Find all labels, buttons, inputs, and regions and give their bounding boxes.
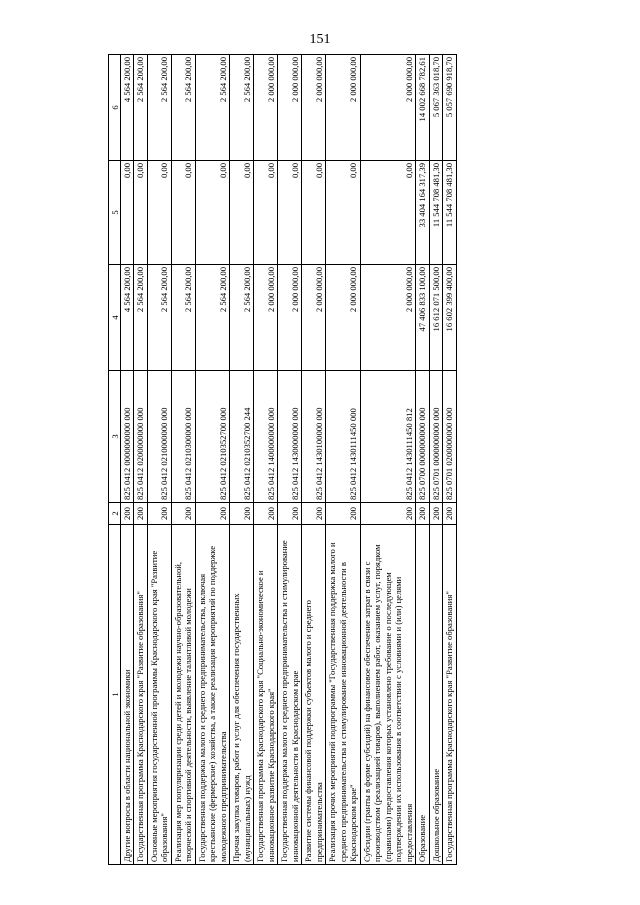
table-row <box>147 55 171 865</box>
budget-table-container <box>108 55 608 865</box>
row-code-200-cell: 200 <box>360 503 415 525</box>
row-name-cell: Государственная программа Краснодарского края "Социально-экономическое и инновационное развитие Краснодарского края" <box>254 525 278 865</box>
header-cell: 2 <box>109 503 121 525</box>
row-classification-code-cell: 825 0701 0000000000 000 <box>429 371 442 503</box>
row-code-200-cell: 200 <box>416 503 429 525</box>
row-approved-amount-cell: 2 564 200,00 <box>134 265 147 371</box>
row-executed-amount-cell: 0,00 <box>121 161 134 265</box>
row-unexecuted-amount-cell: 2 000 000,00 <box>278 55 302 161</box>
row-name-cell: Государственная программа Краснодарского края "Развитие образования" <box>134 525 147 865</box>
row-executed-amount-cell: 0,00 <box>134 161 147 265</box>
row-name-cell: Образование <box>416 525 429 865</box>
row-unexecuted-amount-cell: 2 564 200,00 <box>171 55 195 161</box>
row-classification-code-cell: 825 0412 0000000000 000 <box>121 371 134 503</box>
header-cell: 4 <box>109 265 121 371</box>
row-approved-amount-cell: 2 000 000,00 <box>278 265 302 371</box>
table-row <box>171 55 195 865</box>
row-classification-code-cell: 825 0700 0000000000 000 <box>416 371 429 503</box>
row-unexecuted-amount-cell: 5 067 363 018,70 <box>429 55 442 161</box>
row-executed-amount-cell: 0,00 <box>326 161 360 265</box>
table-row <box>278 55 302 865</box>
table-row <box>302 55 326 865</box>
row-unexecuted-amount-cell: 5 057 690 918,70 <box>443 55 456 161</box>
row-classification-code-cell: 825 0412 0200000000 000 <box>134 371 147 503</box>
row-approved-amount-cell: 2 564 200,00 <box>171 265 195 371</box>
row-approved-amount-cell: 16 602 399 400,00 <box>443 265 456 371</box>
row-approved-amount-cell: 4 564 200,00 <box>121 265 134 371</box>
row-unexecuted-amount-cell: 4 564 200,00 <box>121 55 134 161</box>
table-row <box>326 55 360 865</box>
row-approved-amount-cell: 2 564 200,00 <box>195 265 229 371</box>
page-number: 151 <box>309 32 331 47</box>
row-executed-amount-cell: 33 404 164 317,39 <box>416 161 429 265</box>
budget-table <box>108 54 457 865</box>
row-name-cell: Основные мероприятия государственной программы Краснодарского края "Развитие образования" <box>147 525 171 865</box>
row-unexecuted-amount-cell: 2 564 200,00 <box>147 55 171 161</box>
row-executed-amount-cell: 0,00 <box>254 161 278 265</box>
row-executed-amount-cell: 0,00 <box>147 161 171 265</box>
row-code-200-cell: 200 <box>230 503 254 525</box>
row-unexecuted-amount-cell: 2 564 200,00 <box>230 55 254 161</box>
row-code-200-cell: 200 <box>195 503 229 525</box>
row-unexecuted-amount-cell: 2 564 200,00 <box>195 55 229 161</box>
table-body <box>121 55 457 865</box>
row-classification-code-cell: 825 0412 1430111450 812 <box>360 371 415 503</box>
row-code-200-cell: 200 <box>302 503 326 525</box>
row-executed-amount-cell: 11 544 708 481,30 <box>443 161 456 265</box>
row-code-200-cell: 200 <box>134 503 147 525</box>
table-row <box>429 55 442 865</box>
row-classification-code-cell: 825 0412 1430100000 000 <box>302 371 326 503</box>
header-cell: 6 <box>109 55 121 161</box>
row-name-cell: Реализация мер популяризации среди детей и молодежи научно-образовательной, творческой и спортивной деятельности, выявление талантливой молодежи <box>171 525 195 865</box>
row-unexecuted-amount-cell: 2 000 000,00 <box>302 55 326 161</box>
row-name-cell: Прочая закупка товаров, работ и услуг для обеспечения государственных (муниципальных) нужд <box>230 525 254 865</box>
table-row <box>134 55 147 865</box>
row-name-cell: Другие вопросы в области национальной экономики <box>121 525 134 865</box>
header-row <box>109 55 121 865</box>
row-approved-amount-cell: 2 000 000,00 <box>254 265 278 371</box>
row-code-200-cell: 200 <box>443 503 456 525</box>
row-approved-amount-cell: 16 612 071 500,00 <box>429 265 442 371</box>
row-code-200-cell: 200 <box>326 503 360 525</box>
row-classification-code-cell: 825 0412 0210300000 000 <box>171 371 195 503</box>
row-code-200-cell: 200 <box>429 503 442 525</box>
row-unexecuted-amount-cell: 2 000 000,00 <box>254 55 278 161</box>
row-executed-amount-cell: 0,00 <box>171 161 195 265</box>
row-code-200-cell: 200 <box>278 503 302 525</box>
row-approved-amount-cell: 2 000 000,00 <box>302 265 326 371</box>
row-code-200-cell: 200 <box>147 503 171 525</box>
row-executed-amount-cell: 11 544 708 481,30 <box>429 161 442 265</box>
header-cell: 1 <box>109 525 121 865</box>
row-classification-code-cell: 825 0412 1430111450 000 <box>326 371 360 503</box>
row-approved-amount-cell: 47 406 833 100,00 <box>416 265 429 371</box>
table-row <box>443 55 456 865</box>
row-approved-amount-cell: 2 564 200,00 <box>147 265 171 371</box>
table-row <box>195 55 229 865</box>
row-unexecuted-amount-cell: 2 000 000,00 <box>326 55 360 161</box>
row-classification-code-cell: 825 0412 1430000000 000 <box>278 371 302 503</box>
row-executed-amount-cell: 0,00 <box>302 161 326 265</box>
row-name-cell: Государственная поддержка малого и среднего предпринимательства, включая крестьянские (фермерские) хозяйства, а также реализация мероприятий по поддержке молодежного предпринимательства <box>195 525 229 865</box>
row-name-cell: Субсидии (гранты в форме субсидий) на финансовое обеспечение затрат в связи с производством (реализацией товаров), выполнением работ, оказанием услуг, порядком (правилами) предоставления которых установлено требование о последующем подтверждении их использования в соответствии с условиями и (или) целями предоставления <box>360 525 415 865</box>
row-unexecuted-amount-cell: 2 564 200,00 <box>134 55 147 161</box>
row-unexecuted-amount-cell: 2 000 000,00 <box>360 55 415 161</box>
row-name-cell: Государственная программа Краснодарского края "Развитие образования" <box>443 525 456 865</box>
row-code-200-cell: 200 <box>121 503 134 525</box>
row-code-200-cell: 200 <box>171 503 195 525</box>
row-classification-code-cell: 825 0412 1400000000 000 <box>254 371 278 503</box>
row-executed-amount-cell: 0,00 <box>278 161 302 265</box>
row-classification-code-cell: 825 0412 0210352700 244 <box>230 371 254 503</box>
row-executed-amount-cell: 0,00 <box>230 161 254 265</box>
row-classification-code-cell: 825 0412 0210000000 000 <box>147 371 171 503</box>
table-row <box>121 55 134 865</box>
row-approved-amount-cell: 2 000 000,00 <box>326 265 360 371</box>
table-row <box>360 55 415 865</box>
row-name-cell: Реализация прочих мероприятий подпрограммы "Государственная поддержка малого и среднего предпринимательства и стимулирование инновационной деятельности в Краснодарском крае" <box>326 525 360 865</box>
row-executed-amount-cell: 0,00 <box>195 161 229 265</box>
table-row <box>416 55 429 865</box>
row-name-cell: Государственная поддержка малого и среднего предпринимательства и стимулирование инновационной деятельности в Краснодарском крае <box>278 525 302 865</box>
row-name-cell: Дошкольное образование <box>429 525 442 865</box>
header-cell: 3 <box>109 371 121 503</box>
table-row <box>254 55 278 865</box>
row-executed-amount-cell: 0,00 <box>360 161 415 265</box>
row-classification-code-cell: 825 0701 0200000000 000 <box>443 371 456 503</box>
row-classification-code-cell: 825 0412 0210352700 000 <box>195 371 229 503</box>
row-approved-amount-cell: 2 000 000,00 <box>360 265 415 371</box>
row-code-200-cell: 200 <box>254 503 278 525</box>
table-row <box>230 55 254 865</box>
row-unexecuted-amount-cell: 14 002 668 782,61 <box>416 55 429 161</box>
header-cell: 5 <box>109 161 121 265</box>
row-name-cell: Развитие системы финансовой поддержки субъектов малого и среднего предпринимательства <box>302 525 326 865</box>
row-approved-amount-cell: 2 564 200,00 <box>230 265 254 371</box>
